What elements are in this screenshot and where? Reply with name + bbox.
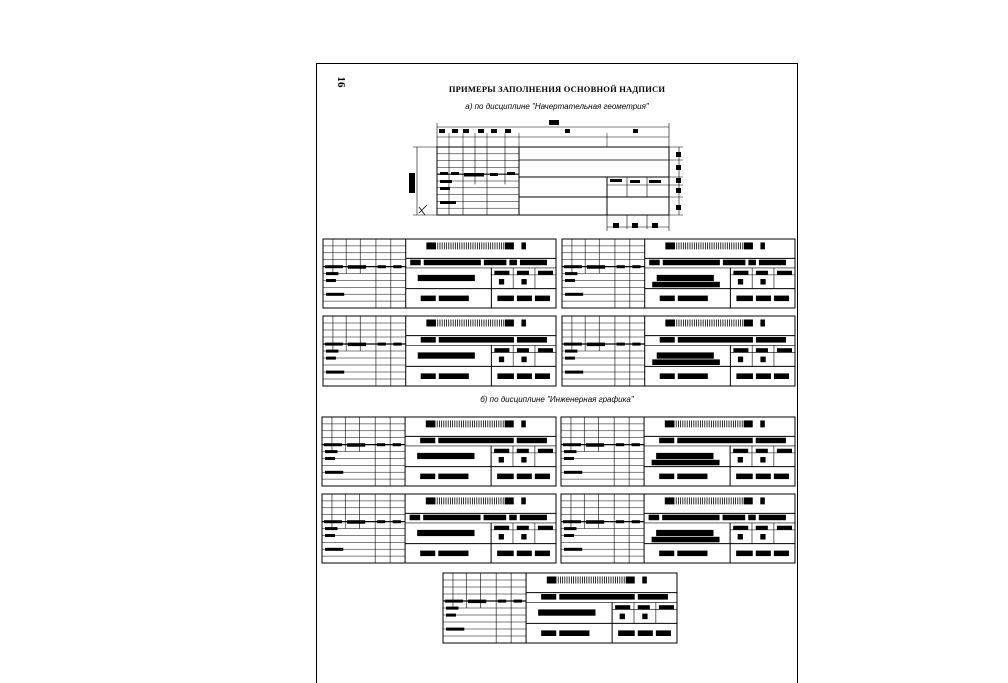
filled-text-block — [478, 129, 484, 133]
filled-text-block — [325, 548, 343, 551]
filled-text-block — [678, 296, 708, 302]
filled-text-block — [665, 497, 674, 504]
filled-text-block — [505, 497, 514, 504]
filled-text-block — [497, 474, 514, 480]
filled-text-block — [613, 223, 619, 228]
filled-text-block — [760, 357, 765, 363]
filled-text-block — [756, 438, 786, 444]
filled-text-block — [760, 457, 765, 463]
filled-text-block — [659, 605, 674, 609]
filled-text-block — [438, 474, 468, 480]
filled-text-block — [652, 460, 720, 466]
filled-text-block — [573, 520, 581, 523]
filled-text-block — [663, 260, 720, 266]
filled-text-block — [563, 443, 573, 446]
filled-text-block — [535, 296, 550, 302]
filled-text-block — [538, 348, 553, 352]
filled-text-block — [517, 449, 529, 453]
filled-text-block — [748, 260, 756, 266]
filled-text-block — [616, 443, 624, 446]
filled-text-block — [439, 373, 469, 379]
filled-text-block — [565, 129, 570, 133]
filled-text-block — [427, 320, 436, 327]
filled-text-block — [494, 449, 509, 453]
filled-text-block — [573, 443, 581, 446]
filled-text-block — [421, 373, 436, 379]
filled-text-block — [541, 594, 556, 600]
filled-text-block — [565, 279, 575, 282]
filled-text-block — [517, 526, 529, 530]
filled-text-block — [676, 165, 681, 170]
filled-text-block — [446, 614, 456, 617]
filled-text-block — [439, 337, 514, 343]
page-title: ПРИМЕРЫ ЗАПОЛНЕНИЯ ОСНОВНОЙ НАДПИСИ — [448, 84, 666, 94]
filled-text-block — [759, 260, 786, 266]
filled-text-block — [642, 614, 647, 620]
filled-text-block — [538, 526, 553, 530]
filled-text-block — [659, 438, 674, 444]
filled-text-block — [656, 530, 713, 536]
filled-text-block — [535, 373, 550, 379]
filled-text-block — [756, 296, 771, 302]
filled-text-block — [574, 343, 582, 346]
section-b-heading: б) по дисциплине "Инженерная графика" — [480, 395, 634, 404]
filled-text-block — [393, 343, 401, 346]
filled-text-block — [410, 515, 421, 521]
filled-text-block — [547, 577, 556, 584]
filled-text-block — [517, 551, 532, 557]
filled-text-block — [736, 474, 753, 480]
filled-text-block — [660, 296, 675, 302]
filled-text-block — [615, 605, 630, 609]
filled-text-block — [418, 352, 475, 358]
filled-text-block — [630, 180, 640, 183]
filled-text-block — [325, 534, 335, 537]
filled-text-block — [427, 242, 436, 249]
filled-text-block — [507, 172, 515, 175]
filled-text-block — [409, 173, 415, 193]
filled-text-block — [777, 348, 792, 352]
filled-text-block — [666, 242, 675, 249]
filled-text-block — [638, 605, 650, 609]
filled-text-block — [564, 548, 582, 551]
filled-text-block — [410, 260, 421, 266]
filled-text-block — [559, 594, 634, 600]
filled-text-block — [505, 129, 511, 133]
filled-text-block — [497, 373, 514, 379]
filled-text-block — [325, 457, 335, 460]
filled-text-block — [638, 594, 668, 600]
filled-text-block — [538, 609, 595, 615]
filled-text-block — [574, 265, 582, 268]
page-number: 16 — [335, 76, 347, 88]
filled-text-block — [326, 350, 338, 353]
filled-text-block — [723, 260, 746, 266]
filled-text-block — [348, 343, 366, 347]
filled-text-block — [678, 373, 708, 379]
filled-text-block — [616, 520, 624, 523]
filled-text-block — [760, 497, 765, 504]
filled-text-block — [565, 272, 577, 275]
filled-text-block — [455, 600, 463, 603]
filled-text-block — [494, 348, 509, 352]
filled-text-block — [748, 515, 756, 521]
filled-text-block — [756, 449, 768, 453]
filled-text-block — [535, 474, 550, 480]
filled-text-block — [325, 527, 337, 530]
filled-text-block — [756, 373, 771, 379]
filled-text-block — [440, 180, 452, 183]
filled-text-block — [509, 515, 517, 521]
filled-text-block — [736, 373, 753, 379]
filled-text-block — [774, 474, 789, 480]
filled-text-block — [325, 471, 343, 474]
filled-text-block — [565, 371, 583, 374]
filled-text-block — [393, 443, 401, 446]
filled-text-block — [439, 129, 445, 133]
filled-text-block — [760, 320, 765, 327]
filled-text-block — [520, 515, 547, 521]
filled-text-block — [744, 320, 753, 327]
filled-text-block — [335, 265, 343, 268]
filled-text-block — [633, 129, 638, 133]
filled-text-block — [334, 443, 342, 446]
filled-text-block — [632, 520, 640, 523]
filled-text-block — [505, 242, 514, 249]
filled-text-block — [420, 551, 435, 557]
filled-text-block — [498, 600, 506, 603]
filled-text-block — [378, 265, 386, 268]
filled-text-block — [494, 526, 509, 530]
filled-text-block — [440, 201, 456, 204]
filled-text-block — [326, 357, 336, 360]
filled-text-block — [499, 457, 504, 463]
filled-text-block — [649, 180, 661, 183]
filled-text-block — [777, 526, 792, 530]
filled-text-block — [678, 337, 753, 343]
filled-text-block — [563, 520, 573, 523]
filled-text-block — [514, 600, 522, 603]
filled-text-block — [660, 373, 675, 379]
filled-text-block — [559, 630, 589, 636]
filled-text-block — [676, 178, 681, 183]
filled-text-block — [377, 520, 385, 523]
filled-text-block — [756, 348, 768, 352]
filled-text-block — [378, 343, 386, 346]
filled-text-block — [521, 320, 526, 327]
filled-text-block — [610, 179, 622, 182]
filled-text-block — [656, 630, 671, 636]
filled-text-block — [325, 343, 335, 346]
filled-text-block — [723, 515, 746, 521]
filled-text-block — [497, 296, 514, 302]
filled-text-block — [517, 337, 547, 343]
filled-text-block — [642, 577, 647, 584]
filled-text-block — [417, 453, 474, 459]
filled-text-block — [549, 120, 559, 125]
filled-text-block — [649, 515, 660, 521]
filled-text-block — [777, 449, 792, 453]
filled-text-block — [446, 628, 464, 631]
filled-text-block — [421, 337, 436, 343]
filled-text-block — [774, 551, 789, 557]
filled-text-block — [420, 474, 435, 480]
filled-text-block — [656, 453, 713, 459]
filled-text-block — [521, 457, 526, 463]
filled-text-block — [517, 438, 547, 444]
dimension-arrow — [419, 205, 427, 215]
filled-text-block — [521, 242, 526, 249]
filled-text-block — [499, 534, 504, 540]
filled-text-block — [535, 551, 550, 557]
filled-text-block — [665, 420, 674, 427]
filled-text-block — [626, 577, 635, 584]
filled-text-block — [652, 537, 720, 543]
filled-text-block — [326, 371, 344, 374]
filled-text-block — [660, 337, 675, 343]
filled-text-block — [347, 520, 365, 524]
filled-text-block — [517, 271, 529, 275]
filled-text-block — [733, 271, 748, 275]
filled-text-block — [617, 343, 625, 346]
filled-text-block — [587, 265, 605, 269]
filled-text-block — [393, 520, 401, 523]
filled-text-block — [418, 275, 475, 281]
filled-text-block — [325, 450, 337, 453]
filled-text-block — [517, 474, 532, 480]
filled-text-block — [463, 129, 469, 133]
filled-text-block — [564, 457, 574, 460]
section-a-heading: а) по дисциплине "Начертательная геометрия" — [465, 102, 649, 111]
filled-text-block — [377, 443, 385, 446]
filled-text-block — [586, 443, 604, 447]
filled-text-block — [347, 443, 365, 447]
filled-text-block — [499, 279, 504, 285]
filled-text-block — [438, 551, 468, 557]
filled-text-block — [517, 373, 532, 379]
filled-text-block — [652, 223, 658, 228]
filled-text-block — [468, 600, 486, 604]
filled-text-block — [652, 359, 720, 365]
filled-text-block — [421, 296, 436, 302]
filled-text-block — [505, 320, 514, 327]
filled-text-block — [326, 293, 344, 296]
filled-text-block — [676, 152, 681, 157]
filled-text-block — [620, 614, 625, 620]
filled-text-block — [760, 242, 765, 249]
filled-text-block — [564, 450, 576, 453]
filled-text-block — [652, 282, 720, 288]
filled-text-block — [744, 420, 753, 427]
filled-text-block — [426, 497, 435, 504]
filled-text-block — [446, 607, 458, 610]
filled-text-block — [565, 350, 577, 353]
filled-text-block — [494, 271, 509, 275]
filled-text-block — [662, 515, 719, 521]
filled-text-block — [677, 438, 752, 444]
filled-text-block — [484, 515, 507, 521]
filled-text-block — [760, 534, 765, 540]
filled-text-block — [426, 420, 435, 427]
filled-text-block — [744, 242, 753, 249]
filled-text-block — [733, 449, 748, 453]
filled-text-block — [587, 343, 605, 347]
filled-text-block — [564, 534, 574, 537]
filled-text-block — [738, 534, 743, 540]
filled-text-block — [738, 357, 743, 363]
filled-text-block — [657, 275, 714, 281]
filled-text-block — [438, 438, 513, 444]
filled-text-block — [491, 129, 497, 133]
filled-text-block — [517, 296, 532, 302]
filled-text-block — [774, 373, 789, 379]
filled-text-block — [564, 343, 574, 346]
filled-text-block — [335, 343, 343, 346]
filled-text-block — [666, 320, 675, 327]
filled-text-block — [736, 551, 753, 557]
filled-text-block — [326, 279, 336, 282]
filled-text-block — [334, 520, 342, 523]
filled-text-block — [424, 260, 481, 266]
filled-text-block — [586, 520, 604, 524]
filled-text-block — [738, 457, 743, 463]
filled-text-block — [417, 530, 474, 536]
filled-text-block — [676, 188, 681, 193]
filled-text-block — [736, 296, 753, 302]
filled-text-block — [521, 497, 526, 504]
filled-text-block — [677, 551, 707, 557]
filled-text-block — [497, 551, 514, 557]
filled-text-block — [509, 260, 517, 266]
filled-text-block — [440, 172, 448, 175]
filled-text-block — [632, 223, 638, 228]
filled-text-block — [774, 296, 789, 302]
filled-text-block — [505, 420, 514, 427]
filled-text-block — [452, 129, 458, 133]
filled-text-block — [564, 527, 576, 530]
filled-text-block — [760, 420, 765, 427]
filled-text-block — [393, 265, 401, 268]
filled-text-block — [777, 271, 792, 275]
filled-text-block — [756, 551, 771, 557]
filled-text-block — [756, 271, 768, 275]
filled-text-block — [348, 265, 366, 269]
filled-text-block — [756, 526, 768, 530]
filled-text-block — [733, 526, 748, 530]
filled-text-block — [423, 515, 480, 521]
filled-text-block — [565, 293, 583, 296]
filled-text-block — [564, 471, 582, 474]
filled-text-block — [324, 520, 334, 523]
filled-text-block — [638, 630, 653, 636]
filled-text-block — [733, 348, 748, 352]
filled-text-block — [521, 534, 526, 540]
filled-text-block — [618, 630, 635, 636]
filled-text-block — [499, 357, 504, 363]
filled-text-block — [541, 630, 556, 636]
filled-text-block — [324, 443, 334, 446]
filled-text-block — [445, 600, 455, 603]
filled-text-block — [677, 474, 707, 480]
filled-text-block — [617, 265, 625, 268]
filled-text-block — [451, 172, 459, 175]
filled-text-block — [521, 279, 526, 285]
filled-text-block — [676, 205, 681, 210]
filled-text-block — [538, 271, 553, 275]
filled-text-block — [744, 497, 753, 504]
filled-text-block — [464, 173, 484, 177]
filled-text-block — [756, 337, 786, 343]
filled-text-block — [565, 357, 575, 360]
filled-text-block — [520, 260, 547, 266]
filled-text-block — [325, 265, 335, 268]
filled-text-block — [632, 343, 640, 346]
filled-text-block — [738, 279, 743, 285]
filled-text-block — [420, 438, 435, 444]
filled-text-block — [484, 260, 507, 266]
filled-text-block — [632, 265, 640, 268]
filled-text-block — [659, 474, 674, 480]
filled-text-block — [649, 260, 660, 266]
filled-text-block — [659, 551, 674, 557]
filled-text-block — [521, 420, 526, 427]
filled-text-block — [517, 348, 529, 352]
filled-text-block — [326, 272, 338, 275]
filled-text-block — [490, 173, 498, 176]
filled-text-block — [439, 296, 469, 302]
filled-text-block — [759, 515, 786, 521]
filled-text-block — [440, 187, 450, 190]
filled-text-block — [760, 279, 765, 285]
filled-text-block — [564, 265, 574, 268]
filled-text-block — [538, 449, 553, 453]
filled-text-block — [632, 443, 640, 446]
filled-text-block — [521, 357, 526, 363]
filled-text-block — [657, 352, 714, 358]
filled-text-block — [756, 474, 771, 480]
